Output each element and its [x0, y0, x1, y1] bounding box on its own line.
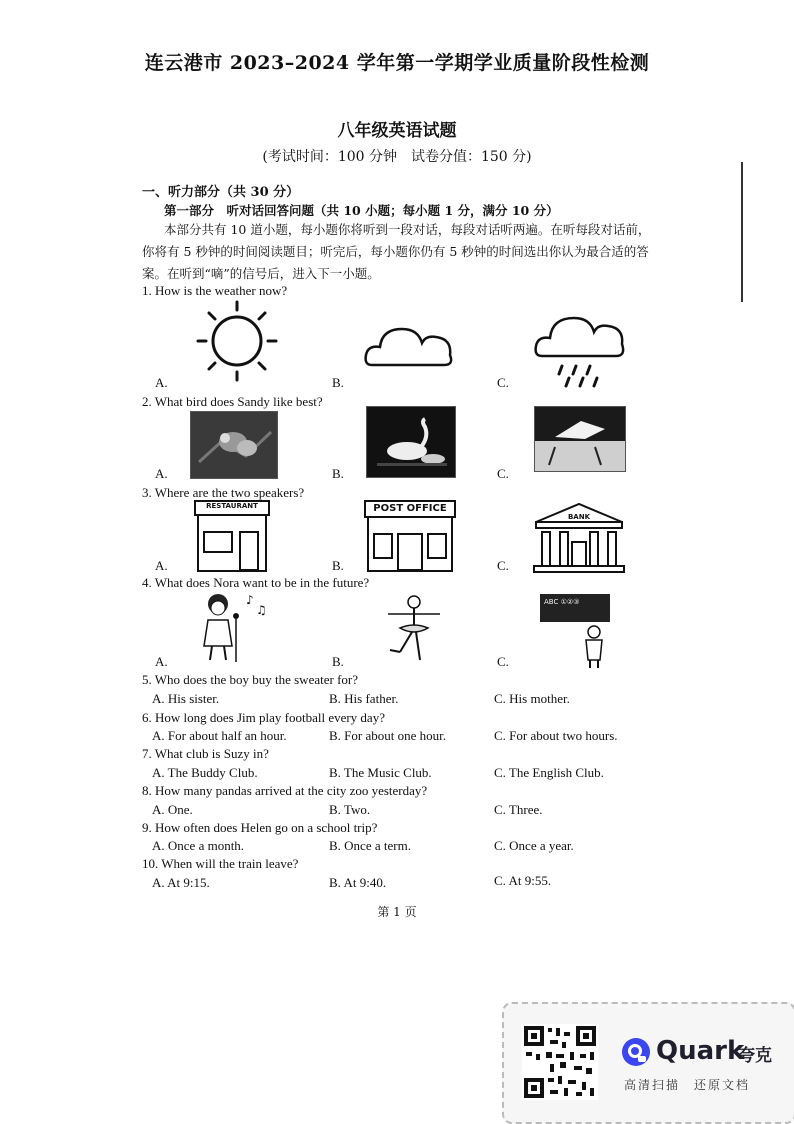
quark-brand: Quark [656, 1036, 745, 1066]
option-label-c: C. [497, 466, 509, 481]
question-3: 3. Where are the two speakers? [142, 485, 305, 500]
page-number: 第 1 页 [377, 905, 417, 919]
instructions-line: 本部分共有 10 道小题，每小题你将听到一段对话，每段对话听两遍。在听每段对话前， [164, 222, 651, 237]
option-c: C. Three. [494, 802, 543, 817]
question-9: 9. How often does Helen go on a school trip? [142, 820, 378, 835]
option-a: A. His sister. [152, 691, 220, 706]
qr-code-icon[interactable] [522, 1024, 598, 1100]
quark-brand-cn: 夸克 [738, 1046, 772, 1066]
option-label-c: C. [497, 558, 509, 573]
part-heading: 第一部分 听对话回答问题（共 10 小题；每小题 1 分，满分 10 分） [164, 203, 559, 218]
bank-building [532, 502, 626, 574]
option-label-a: A. [155, 654, 168, 669]
dancer-figure [380, 592, 450, 666]
instructions [142, 219, 664, 285]
quark-logo-icon [620, 1036, 652, 1068]
option-label-c: C. [497, 375, 509, 390]
option-label-b: B. [332, 654, 344, 669]
option-a: A. Once a month. [152, 838, 245, 853]
option-label-c: C. [497, 654, 509, 669]
option-b: B. For about one hour. [329, 728, 446, 743]
option-a: A. The Buddy Club. [152, 765, 258, 780]
quark-tagline: 高清扫描 还原文档 [624, 1078, 751, 1092]
instructions-line: 案。在听到“嘀”的信号后，进入下一小题。 [142, 266, 380, 281]
option-label-b: B. [332, 375, 344, 390]
question-2: 2. What bird does Sandy like best? [142, 394, 323, 409]
exam-meta: (考试时间：100 分钟 试卷分值：150 分) [262, 149, 532, 165]
option-b: B. Once a term. [329, 838, 411, 853]
question-1: 1. How is the weather now? [142, 283, 288, 298]
crane-photo [534, 406, 626, 472]
sparrow-photo [190, 411, 278, 479]
option-a: A. One. [152, 802, 193, 817]
option-label-b: B. [332, 558, 344, 573]
option-c: C. The English Club. [494, 765, 604, 780]
scan-edge-line [741, 162, 743, 302]
cloud-icon [362, 315, 458, 373]
svg-text:♪: ♪ [246, 593, 254, 607]
option-a: A. For about half an hour. [152, 728, 287, 743]
question-7: 7. What club is Suzy in? [142, 746, 269, 761]
option-b: B. The Music Club. [329, 765, 432, 780]
option-b: B. His father. [329, 691, 399, 706]
option-a: A. At 9:15. [152, 875, 210, 890]
question-5: 5. Who does the boy buy the sweater for? [142, 672, 359, 687]
rain-cloud-icon [532, 308, 628, 390]
option-c: C. Once a year. [494, 838, 574, 853]
teacher-figure [536, 590, 616, 670]
question-8: 8. How many pandas arrived at the city zoo yesterday? [142, 783, 428, 798]
singer-figure [196, 590, 272, 666]
post-office-building [364, 500, 456, 572]
option-c: C. At 9:55. [494, 873, 552, 888]
exam-subtitle: 八年级英语试题 [337, 121, 457, 141]
bank-sign: BANK [567, 513, 591, 521]
swan-photo [366, 406, 456, 478]
option-c: C. For about two hours. [494, 728, 618, 743]
question-6: 6. How long does Jim play football every day? [142, 710, 385, 725]
sun-icon [192, 298, 282, 384]
question-4: 4. What does Nora want to be in the future? [142, 575, 370, 590]
option-label-a: A. [155, 375, 168, 390]
section-heading: 一、听力部分（共 30 分） [142, 185, 300, 200]
svg-text:♫: ♫ [256, 603, 267, 617]
option-label-a: A. [155, 466, 168, 481]
option-label-b: B. [332, 466, 344, 481]
restaurant-building [194, 500, 270, 572]
option-b: B. At 9:40. [329, 875, 387, 890]
option-b: B. Two. [329, 802, 371, 817]
option-c: C. His mother. [494, 691, 570, 706]
option-label-a: A. [155, 558, 168, 573]
instructions-line: 你将有 5 秒钟的时间阅读题目；听完后，每小题你仍有 5 秒钟的时间选出你认为最合适的答 [142, 244, 649, 259]
restaurant-sign: RESTAURANT [206, 502, 258, 510]
post-office-sign: POST OFFICE [373, 503, 447, 514]
exam-title: 连云港市 2023–2024 学年第一学期学业质量阶段性检测 [144, 52, 650, 74]
question-10: 10. When will the train leave? [142, 856, 299, 871]
chalkboard-text: ABC ①②③ [544, 598, 580, 606]
